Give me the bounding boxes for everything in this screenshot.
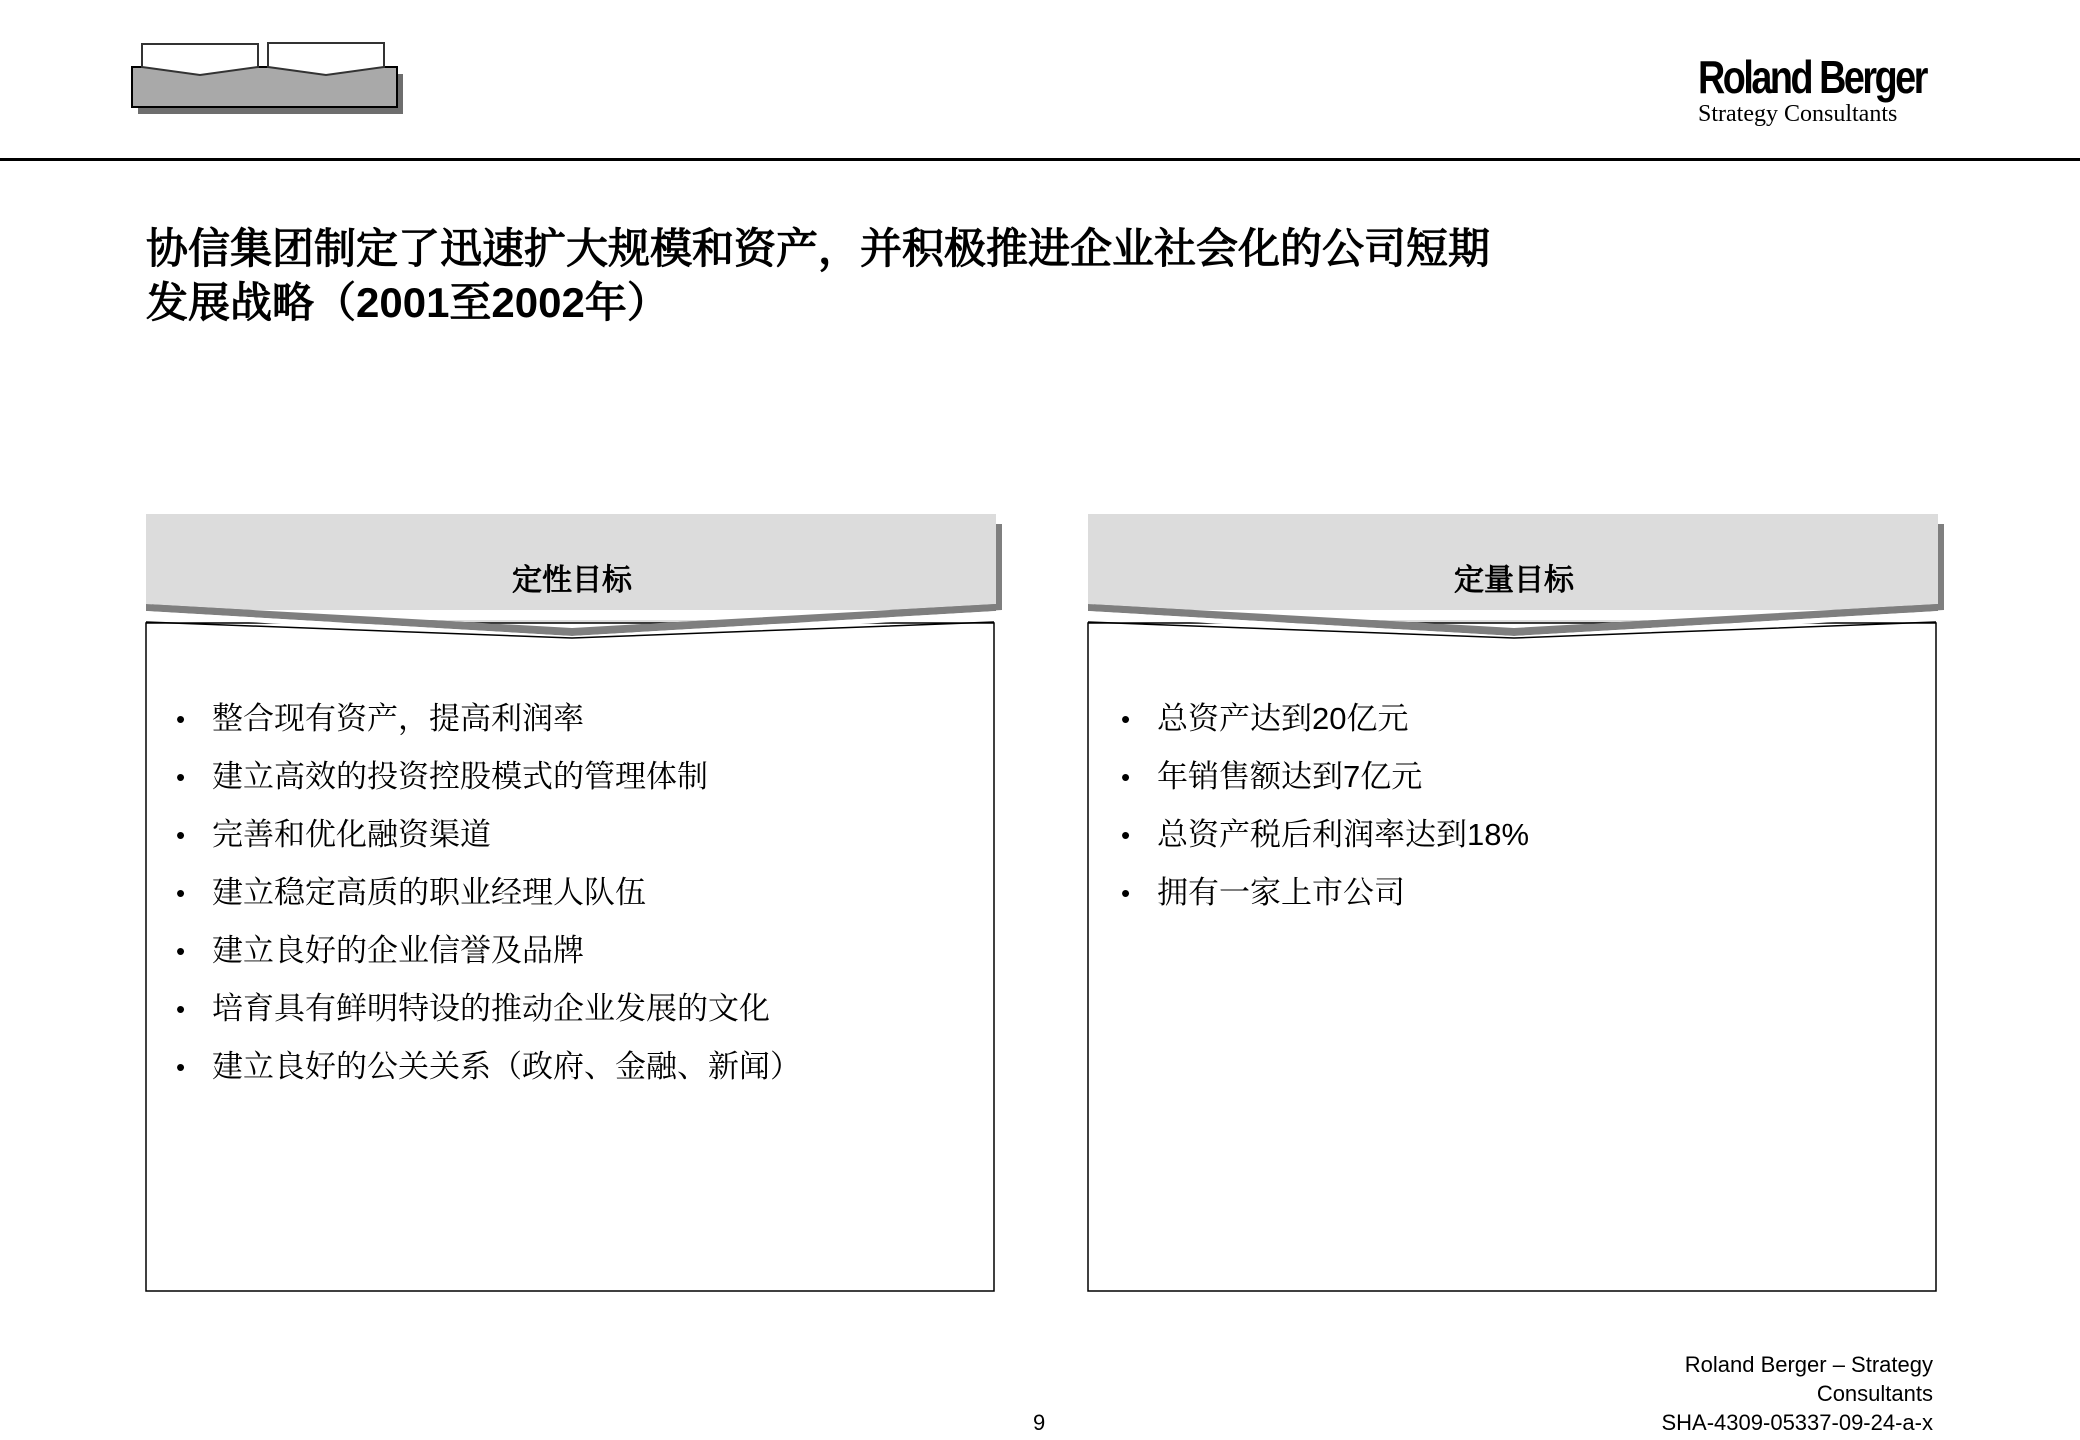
list-item: • 建立良好的企业信誉及品牌: [176, 933, 584, 968]
title-line-2: 发展战略（2001至2002年）: [146, 279, 669, 326]
list-item: • 年销售额达到7亿元: [1121, 759, 1423, 794]
open-book-logo-icon: [128, 40, 408, 146]
page-number: 9: [1033, 1410, 1046, 1435]
qualitative-list: [176, 696, 801, 1102]
footer-info: [1662, 1350, 1934, 1437]
brand-logo-name: Roland Berger: [1698, 51, 1926, 103]
page-title: [146, 222, 1746, 330]
quantitative-heading: 定量目标: [1454, 564, 1574, 597]
list-item: • 建立高效的投资控股模式的管理体制: [176, 759, 708, 794]
list-item: • 培育具有鲜明特设的推动企业发展的文化: [176, 991, 770, 1026]
footer-company-line1: Roland Berger – Strategy: [1684, 1352, 1933, 1377]
list-item: • 总资产税后利润率达到18%: [1121, 817, 1530, 852]
list-item: • 总资产达到20亿元: [1121, 701, 1409, 736]
list-item: • 整合现有资产，提高利润率: [176, 701, 584, 736]
brand-logo-subtitle: Strategy Consultants: [1698, 101, 1898, 127]
list-item: • 建立稳定高质的职业经理人队伍: [176, 875, 646, 910]
qualitative-heading: 定性目标: [512, 564, 632, 597]
list-item: • 完善和优化融资渠道: [176, 817, 491, 852]
list-item: • 拥有一家上市公司: [1121, 875, 1405, 910]
quantitative-list: [1121, 696, 1529, 928]
header-divider: [0, 158, 2080, 161]
footer-doc-code: SHA-4309-05337-09-24-a-x: [1661, 1410, 1933, 1435]
title-line-1: 协信集团制定了迅速扩大规模和资产，并积极推进企业社会化的公司短期: [146, 225, 1491, 272]
footer-company-line2: Consultants: [1816, 1381, 1933, 1406]
list-item: • 建立良好的公关关系（政府、金融、新闻）: [176, 1049, 801, 1084]
